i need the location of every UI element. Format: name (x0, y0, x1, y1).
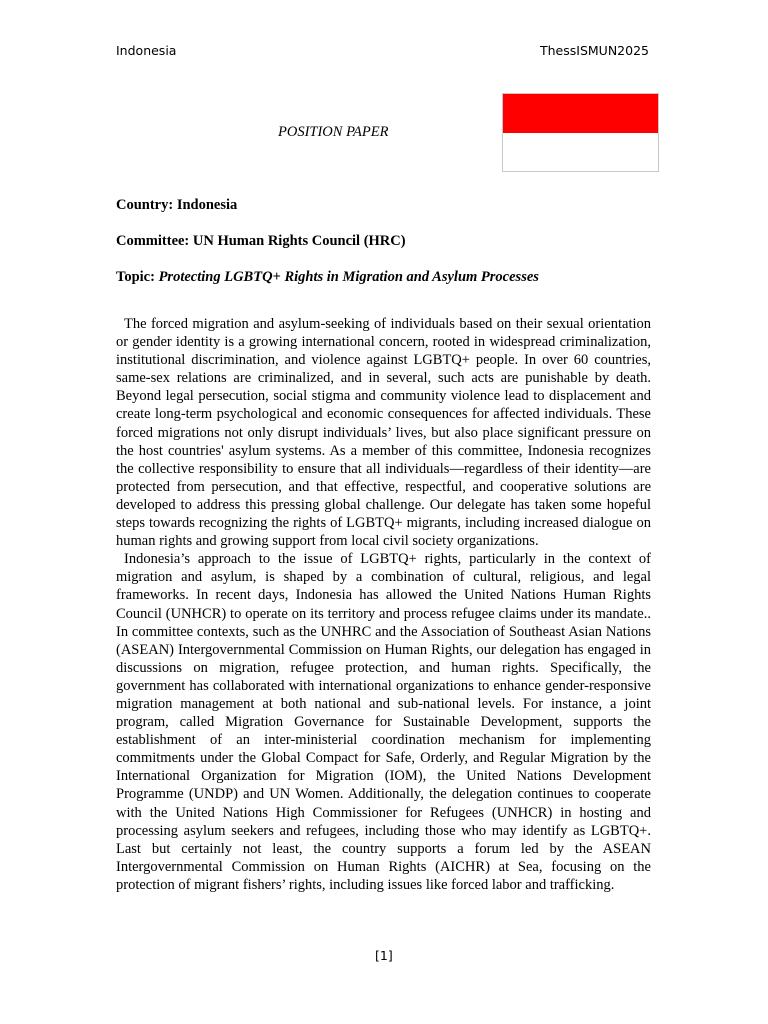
topic-line (116, 269, 539, 286)
topic-label: Topic: (116, 269, 155, 285)
body-text (116, 315, 651, 894)
paragraph-1: The forced migration and asylum-seeking of individuals based on their sexual orientation or gender identity is a growing international concern, rooted in widespread criminalization, institutional discrimination, and violence against LGBTQ+ people. In over 60 countries, same-sex relations are criminalized, and in several, such acts are punishable by death. Beyond legal persecution, social stigma and community violence lead to displacement and create long-term psychological and economic consequences for affected individuals. These forced migrations not only disrupt individuals’ lives, but also place significant pressure on the host countries' asylum systems. As a member of this committee, Indonesia recognizes the collective responsibility to ensure that all individuals—regardless of their identity—are protected from persecution, and that effective, respectful, and cooperative solutions are developed to address this pressing global challenge. Our delegate has taken some hopeful steps towards recognizing the rights of LGBTQ+ migrants, including increased dialogue on human rights and growing support from local civil society organizations. (116, 316, 651, 550)
indonesia-flag-image (502, 93, 659, 172)
topic-value: Protecting LGBTQ+ Rights in Migration and Asylum Processes (158, 269, 539, 285)
country-line: Country: Indonesia (116, 197, 238, 213)
document-title: POSITION PAPER (278, 124, 389, 140)
flag-white-band (503, 133, 658, 172)
flag-red-band (503, 94, 658, 133)
paragraph-2: Indonesia’s approach to the issue of LGBTQ+ rights, particularly in the context of migration and asylum, is shaped by a combination of cultural, religious, and legal frameworks. In recent days, Indonesia has allowed the United Nations Human Rights Council (UNHCR) to operate on its territory and process refugee claims under its mandate.. In committee contexts, such as the UNHRC and the Association of Southeast Asian Nations (ASEAN) Intergovernmental Commission on Human Rights, our delegation has engaged in discussions on migration, refugee protection, and human rights. Specifically, the government has collaborated with international organizations to enhance gender-responsive migration management at both national and sub-national levels. For instance, a joint program, called Migration Governance for Sustainable Development, supports the establishment of an inter-ministerial coordination mechanism for implementing commitments under the Global Compact for Safe, Orderly, and Regular Migration by the International Organization for Migration (IOM), the United Nations Development Programme (UNDP) and UN Women. Additionally, the delegation continues to cooperate with the United Nations High Commissioner for Refugees (UNHCR) in hosting and processing asylum seekers and refugees, including those who may identify as LGBTQ+. Last but certainly not least, the country supports a forum led by the ASEAN Intergovernmental Commission on Human Rights (AICHR) at Sea, focusing on the protection of migrant fishers’ rights, including issues like forced labor and trafficking. (116, 551, 651, 893)
header-conference: ThessISMUN2025 (540, 43, 649, 58)
page-number: [1] (375, 948, 393, 963)
committee-line: Committee: UN Human Rights Council (HRC) (116, 233, 406, 249)
header-country: Indonesia (116, 43, 177, 58)
